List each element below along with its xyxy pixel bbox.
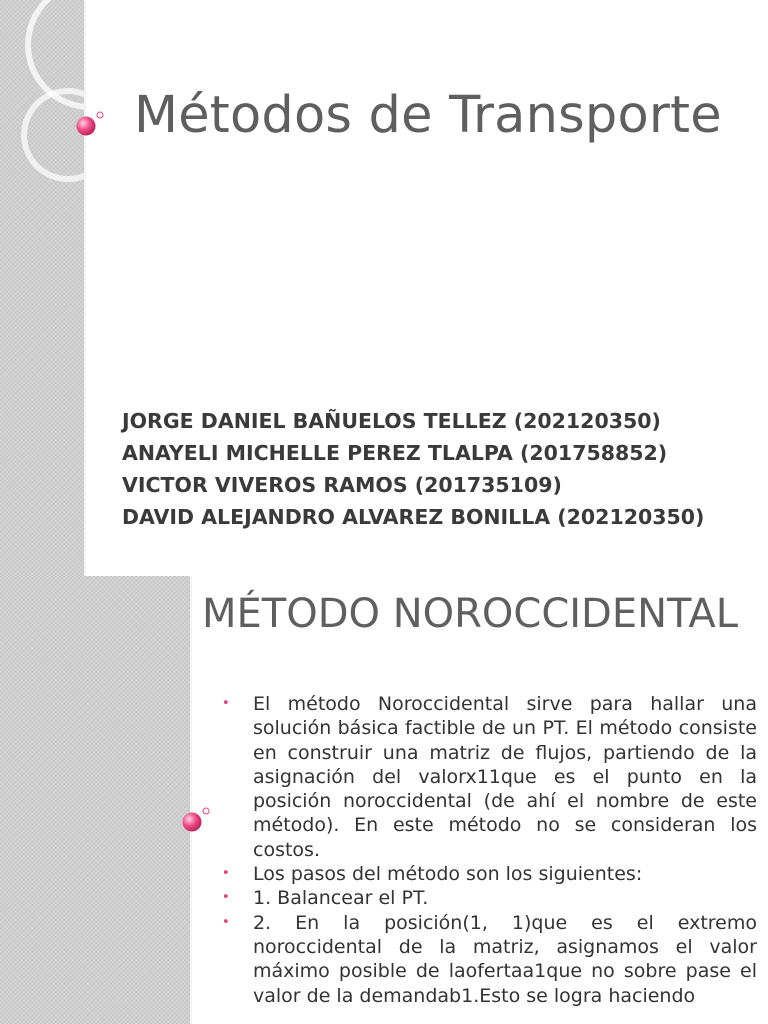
author-list: [122, 408, 742, 536]
author-name: VICTOR VIVEROS RAMOS (201735109): [122, 473, 562, 497]
bullet-list: [222, 692, 757, 1008]
bullet-icon: •: [222, 696, 230, 711]
page-title: Métodos de Transporte: [134, 86, 722, 145]
bullet-text: 2. En la posición(1, 1)que es el extremo noroccidental de la matriz, asignamos el valor máximo posible de laofertaa1que no sobre pase el valor de la demandab1.Esto se logra haciendo: [253, 911, 757, 1007]
panel-divider: [190, 576, 192, 1024]
bullet-icon: •: [222, 890, 230, 906]
list-item: [222, 862, 757, 886]
bullet-text: 1. Balancear el PT.: [253, 887, 429, 910]
bullet-text: Los pasos del método son los siguientes:: [253, 863, 643, 886]
panel-divider: [84, 0, 86, 576]
section-title: MÉTODO NOROCCIDENTAL: [202, 591, 739, 637]
list-item: [222, 692, 757, 862]
author-name: JORGE DANIEL BAÑUELOS TELLEZ (202120350): [122, 409, 661, 433]
list-item: [222, 911, 757, 1008]
bullet-icon: •: [222, 866, 230, 882]
author-name: DAVID ALEJANDRO ALVAREZ BONILLA (202120350): [122, 505, 705, 529]
pink-bubble-icon: [180, 802, 214, 836]
bullet-text: El método Noroccidental sirve para hallar una solución básica factible de un PT. El método consiste en construir una matriz de flujos, partiendo de la asignación del valorx11que es el punto en la posición noroccidental (de ahí el nombre de este método). En este método no se consideran los costos.: [253, 693, 757, 861]
bullet-icon: •: [222, 914, 230, 930]
pink-bubble-icon: [74, 106, 108, 140]
list-item: [222, 886, 757, 910]
decorative-side-panel: [0, 576, 190, 1024]
author-name: ANAYELI MICHELLE PEREZ TLALPA (201758852): [122, 441, 668, 465]
decorative-rings: [0, 0, 84, 200]
